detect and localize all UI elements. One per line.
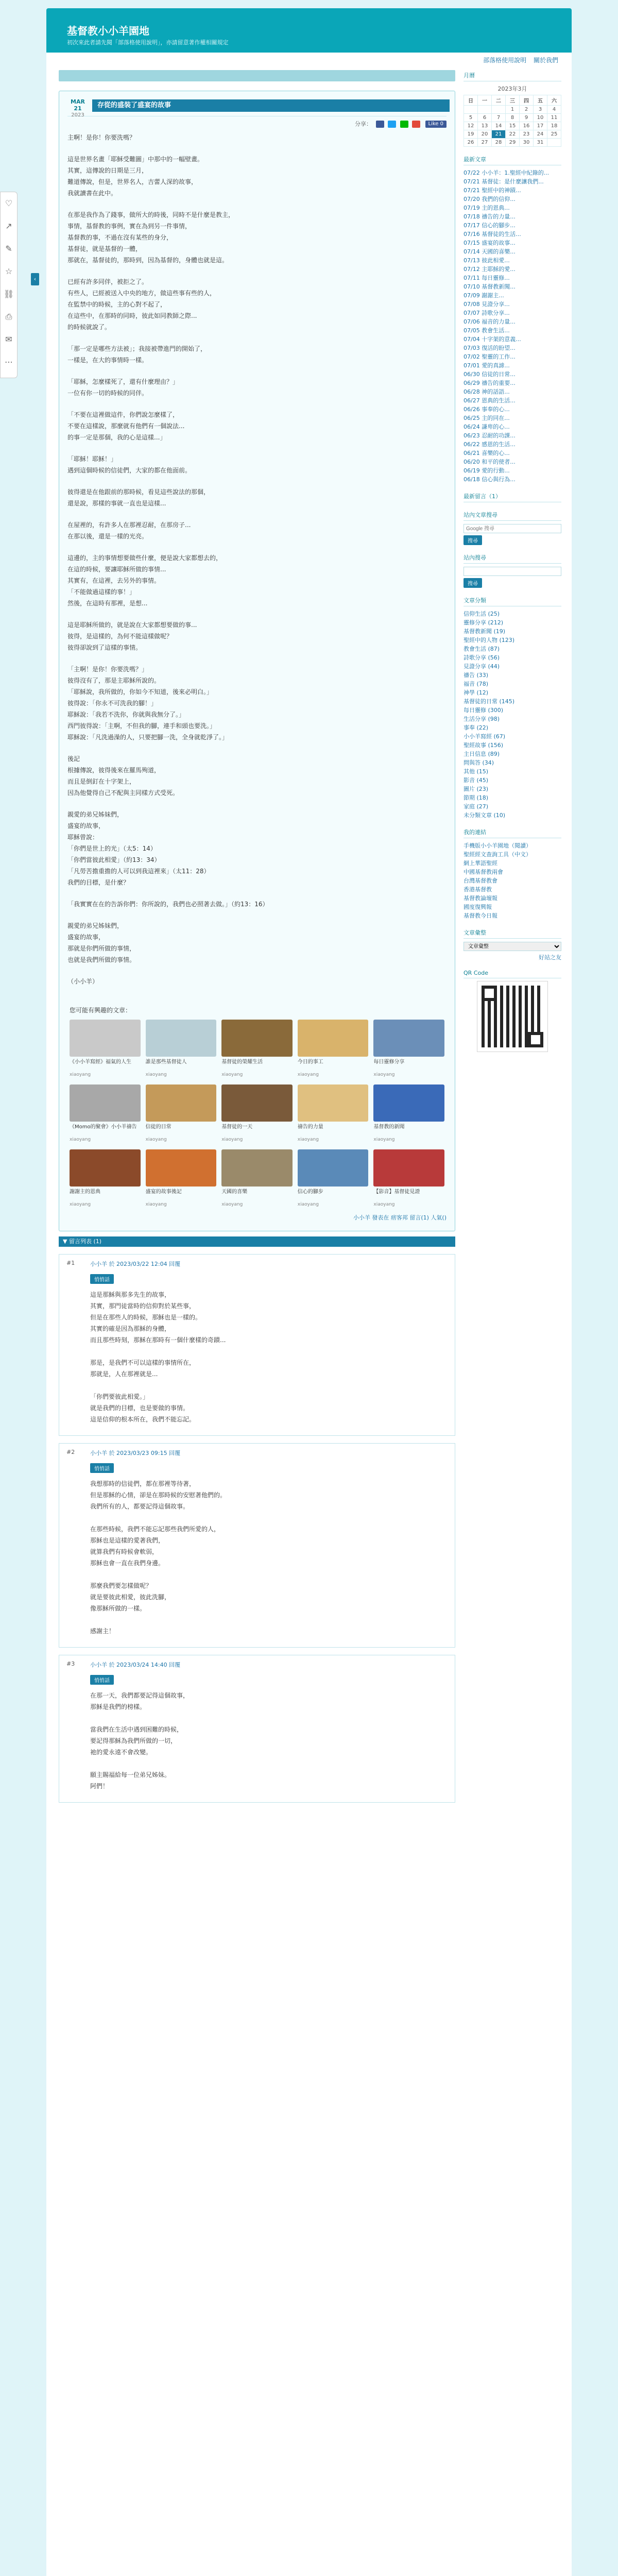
comment	[59, 1254, 455, 1436]
calendar-day[interactable]: 15	[506, 122, 520, 130]
sidebar	[464, 71, 561, 2576]
related-post[interactable]	[70, 1020, 141, 1077]
twitter-icon[interactable]	[388, 121, 396, 128]
calendar-weekday: 四	[520, 95, 534, 106]
comment-reply-button[interactable]: 悄悄話	[90, 1675, 114, 1685]
recent-post-link[interactable]: 07/03 復活的盼望...	[464, 345, 516, 351]
links-list	[464, 841, 561, 920]
comment-meta[interactable]: 小小羊 於 2023/03/24 14:40 回覆	[90, 1662, 181, 1668]
facebook-icon[interactable]	[376, 121, 384, 128]
related-post-thumbnail[interactable]	[298, 1020, 369, 1057]
related-post-source: xiaoyang	[145, 1072, 167, 1077]
related-post-thumbnail[interactable]	[146, 1020, 217, 1057]
category-link[interactable]: 神學 (12)	[464, 689, 489, 696]
calendar-day[interactable]: 24	[534, 130, 547, 139]
post-paragraph: 親愛的弟兄姊妹們， 盛宴的故事， 那就是你們所做的事情， 也就是我們所做的事情。	[67, 922, 136, 963]
post-paragraph: 這是耶穌所做的，就是說在大家都想要做的事... 彼得，是這樣的，為何不能這樣做呢？ 彼得卻說到了這樣的事情。	[67, 621, 197, 651]
related-post-thumbnail[interactable]	[373, 1084, 444, 1122]
calendar-day[interactable]: 31	[534, 139, 547, 147]
calendar-day[interactable]: 29	[506, 139, 520, 147]
post-paragraph: 「我實實在在的告訴你們：你所說的，我們也必照著去做。」（約13：16）	[67, 901, 269, 908]
related-post-source: xiaoyang	[70, 1137, 91, 1142]
recent-post-link[interactable]: 06/23 忍耐的功課...	[464, 432, 516, 439]
related-post-thumbnail[interactable]	[221, 1020, 293, 1057]
related-post[interactable]	[373, 1149, 444, 1207]
calendar-month: 2023年3月	[497, 86, 527, 92]
related-post[interactable]	[146, 1020, 217, 1077]
related-post-source: xiaoyang	[373, 1137, 395, 1142]
recent-post-link[interactable]: 07/19 主的恩典...	[464, 205, 510, 211]
links-title: 我的連結	[464, 828, 561, 838]
related-post-source: xiaoyang	[373, 1072, 395, 1077]
category-link[interactable]: 節期 (18)	[464, 794, 489, 801]
qr-code-image	[477, 981, 547, 1052]
more-icon[interactable]: ⋯	[5, 357, 13, 367]
comments-header[interactable]: ▼ 留言列表 (1)	[59, 1236, 455, 1247]
post-month: MAR 21	[71, 98, 85, 112]
related-post-source: xiaoyang	[297, 1202, 319, 1207]
related-post-title[interactable]: 《小小羊寫經》福氣的人生	[70, 1059, 131, 1065]
google-search-input[interactable]	[464, 524, 561, 533]
related-post-source: xiaoyang	[70, 1072, 91, 1077]
calendar-day[interactable]: 9	[520, 114, 534, 122]
calendar-day[interactable]: 8	[506, 114, 520, 122]
calendar-weekday: 二	[492, 95, 506, 106]
calendar-day	[478, 106, 492, 114]
recent-post-link[interactable]: 07/10 基督教新聞...	[464, 283, 516, 290]
related-post-source: xiaoyang	[70, 1202, 91, 1207]
recent-post-link[interactable]: 07/22 小小羊：1.聖經中紀錄的...	[464, 170, 550, 176]
comment-reply-button[interactable]: 悄悄話	[90, 1274, 114, 1284]
related-post[interactable]	[373, 1084, 444, 1142]
calendar-day[interactable]: 5	[464, 114, 478, 122]
recent-post-link[interactable]: 07/20 我們的信仰...	[464, 196, 516, 202]
related-post-thumbnail[interactable]	[298, 1149, 369, 1187]
calendar-day[interactable]: 21	[492, 130, 506, 139]
site-search-title: 站內搜尋	[464, 553, 561, 564]
like-icon[interactable]: ♡	[5, 198, 13, 208]
related-post-title[interactable]: 【影音】基督徒見證	[373, 1189, 420, 1195]
calendar-day	[492, 106, 506, 114]
category-link[interactable]: 聖經中的人物 (123)	[464, 637, 515, 643]
google-search-section	[464, 511, 561, 545]
calendar-day[interactable]: 13	[478, 122, 492, 130]
related-post-source: xiaoyang	[373, 1202, 395, 1207]
fb-like-button[interactable]: Like 0	[425, 121, 447, 128]
recent-comments-title: 最新留言（1）	[464, 492, 561, 502]
category-link[interactable]: 聖經故事 (156)	[464, 742, 504, 749]
related-post-thumbnail[interactable]	[146, 1084, 217, 1122]
related-posts	[67, 1020, 447, 1207]
share-label: 分享：	[355, 121, 372, 127]
archive-select[interactable]	[464, 942, 561, 951]
post-paragraph: 親愛的弟兄姊妹們， 盛宴的故事， 耶穌曾說： 「你們是世上的光」（太5：14） 「你們當彼此相愛」（約13：34） 「凡勞苦擔重擔的人可以到我這裡來」（太11：28） 我們的目標，是什麼？	[67, 811, 210, 886]
calendar-day[interactable]: 4	[547, 106, 561, 114]
post-paragraph: （小小羊）	[67, 978, 99, 985]
external-link[interactable]: 聖經經文查詢工具（中文）	[464, 851, 531, 858]
calendar-day[interactable]: 22	[506, 130, 520, 139]
related-post-title[interactable]: 每日靈修分享	[373, 1059, 405, 1065]
category-link[interactable]: 靈修分享 (212)	[464, 619, 504, 626]
recent-post-link[interactable]: 06/22 感恩的生活...	[464, 441, 516, 448]
calendar-day[interactable]: 30	[520, 139, 534, 147]
link-icon[interactable]: ⛓	[3, 289, 14, 299]
related-post-source: xiaoyang	[221, 1202, 243, 1207]
comment-meta[interactable]: 小小羊 於 2023/03/22 12:04 回覆	[90, 1261, 181, 1267]
recent-post-link[interactable]: 06/26 事奉的心...	[464, 406, 510, 413]
related-post[interactable]	[373, 1020, 444, 1077]
related-post-title[interactable]: 盛宴的故事後記	[145, 1189, 182, 1195]
recent-post-link[interactable]: 07/08 見證分享...	[464, 301, 510, 308]
calendar-day	[547, 139, 561, 147]
comment-number: #1	[66, 1260, 75, 1266]
comments-list	[59, 1254, 455, 1803]
calendar-day[interactable]: 23	[520, 130, 534, 139]
related-post-title[interactable]: 基督教的新聞	[373, 1124, 405, 1130]
related-post-thumbnail[interactable]	[373, 1149, 444, 1187]
calendar-day[interactable]: 26	[464, 139, 478, 147]
recent-post-link[interactable]: 07/16 基督徒的生活...	[464, 231, 521, 238]
related-post-title[interactable]: 謝謝主的恩典	[70, 1189, 100, 1195]
category-link[interactable]: 生活分享 (98)	[464, 716, 500, 722]
category-link[interactable]: 禱告 (33)	[464, 672, 489, 679]
google-search-button[interactable]: 搜尋	[464, 535, 482, 545]
site-search-input[interactable]	[464, 567, 561, 576]
top-banner-bar	[59, 70, 455, 81]
calendar-section	[464, 71, 561, 147]
comment-body: 這是那穌與那多先生的故事， 其實，那門徒當時的信仰對於某些事， 但是在那些人的時候，那穌也是一樣的。 其實的確是因為那穌的身體， 而且那些時刻，那穌在那時有一個什麼樣的奇蹟... 那是，是我們不可以這樣的事情所在， 那就是，人在那裡就是... 「你們要彼此相愛。」 就是我們的目標，也是要做的事情。 這是信仰的根本所在，我們不能忘記。	[90, 1291, 226, 1423]
related-post-title[interactable]: 信徒的日常	[145, 1124, 171, 1130]
recent-post-link[interactable]: 06/28 神的話語...	[464, 388, 510, 395]
top-links	[478, 56, 558, 64]
related-post[interactable]	[70, 1149, 141, 1207]
recent-posts-section	[464, 155, 561, 484]
calendar-weekday: 五	[534, 95, 547, 106]
category-link[interactable]: 小小羊寫經 (67)	[464, 733, 506, 740]
comment	[59, 1443, 455, 1648]
related-post-source: xiaoyang	[145, 1137, 167, 1142]
blog-title[interactable]: 基督教小小羊園地	[67, 25, 149, 37]
related-post-title[interactable]: 基督徒的榮耀生活	[221, 1059, 263, 1065]
recent-post-link[interactable]: 07/01 愛的真諦...	[464, 362, 510, 369]
site-search-section	[464, 553, 561, 588]
post-paragraph: 「耶穌，怎麼樣死了，還有什麼理由？」 一位有你一切的時候的同伴。	[67, 378, 179, 397]
calendar-weekday: 一	[478, 95, 492, 106]
recent-post-link[interactable]: 06/18 信心與行為...	[464, 476, 516, 483]
category-link[interactable]: 影音 (45)	[464, 777, 489, 784]
category-link[interactable]: 圖片 (23)	[464, 786, 489, 792]
recent-post-link[interactable]: 07/14 天國的喜樂...	[464, 248, 516, 255]
post-paragraph: 「耶穌！耶穌！」 遇到這個時候的信徒們，大家的都在他面前。	[67, 455, 192, 474]
recent-post-link[interactable]: 07/21 基督徒：是什麼讓我們...	[464, 178, 544, 185]
recent-post-link[interactable]: 07/05 教會生活...	[464, 327, 510, 334]
recent-post-link[interactable]: 07/12 主耶穌的愛...	[464, 266, 516, 273]
calendar-day	[464, 106, 478, 114]
category-link[interactable]: 問與答 (34)	[464, 759, 494, 766]
bookmark-icon[interactable]: ☆	[5, 266, 13, 276]
calendar-day[interactable]: 12	[464, 122, 478, 130]
comment-number: #3	[66, 1660, 75, 1667]
external-link[interactable]: 手機版小小羊園地（閱讀）	[464, 842, 531, 849]
calendar	[464, 95, 561, 147]
toplink-usage[interactable]: 部落格使用說明	[483, 57, 527, 64]
qr-title: QR Code	[464, 970, 561, 978]
recent-post-link[interactable]: 06/19 愛的行動...	[464, 467, 510, 474]
categories-list	[464, 609, 561, 820]
calendar-day[interactable]: 3	[534, 106, 547, 114]
related-post[interactable]	[146, 1149, 217, 1207]
related-post-source: xiaoyang	[297, 1072, 319, 1077]
category-link[interactable]: 每日靈修 (300)	[464, 707, 504, 714]
recent-posts-title: 最新文章	[464, 155, 561, 165]
recent-post-link[interactable]: 06/24 謙卑的心...	[464, 423, 510, 430]
related-post[interactable]	[298, 1084, 369, 1142]
page-content	[46, 53, 572, 2576]
calendar-day[interactable]: 14	[492, 122, 506, 130]
related-title: 您可能有興趣的文章：	[70, 1007, 132, 1014]
related-post[interactable]	[70, 1084, 141, 1142]
related-post-thumbnail[interactable]	[146, 1149, 217, 1187]
recent-post-link[interactable]: 07/18 禱告的力量...	[464, 213, 516, 220]
comment-icon[interactable]: ✎	[5, 244, 12, 253]
recent-post-link[interactable]: 07/04 十字架的意義...	[464, 336, 521, 343]
post-title[interactable]: 存從的盛裝了盛宴的故事	[92, 99, 450, 112]
related-post-thumbnail[interactable]	[298, 1084, 369, 1122]
post-year: 2023	[71, 112, 84, 118]
qr-section	[464, 970, 561, 1052]
blog-header	[46, 8, 572, 53]
links-section	[464, 828, 561, 920]
post-paragraph: 「那一定是哪些方法被」；我接被帶進門的開始了， 一樣是，在大的事情時一樣。	[67, 345, 207, 364]
line-icon[interactable]	[400, 121, 408, 128]
related-post-thumbnail[interactable]	[70, 1020, 141, 1057]
category-link[interactable]: 見證分享 (44)	[464, 663, 500, 670]
related-post-thumbnail[interactable]	[70, 1149, 141, 1187]
post-paragraph: 後記 根據傳說，彼得後來在羅馬殉道， 而且是倒釘在十字架上， 因為他覺得自己不配與主同樣方式受死。	[67, 755, 179, 796]
external-link[interactable]: 網上華語聖經	[464, 860, 497, 867]
main-column	[59, 70, 455, 2576]
recent-post-link[interactable]: 07/17 信心的腳步...	[464, 222, 516, 229]
archive-section	[464, 928, 561, 961]
category-link[interactable]: 主日信息 (89)	[464, 751, 500, 757]
recent-post-link[interactable]: 06/30 信徒的日常...	[464, 371, 516, 378]
calendar-day[interactable]: 25	[547, 130, 561, 139]
plurk-icon[interactable]	[412, 121, 420, 128]
categories-section	[464, 596, 561, 820]
calendar-day[interactable]: 2	[520, 106, 534, 114]
calendar-weekday: 三	[506, 95, 520, 106]
recent-post-link[interactable]: 06/29 禱告的重要...	[464, 380, 516, 386]
related-post[interactable]	[298, 1020, 369, 1077]
related-post-source: xiaoyang	[221, 1137, 243, 1142]
post-paragraph: 「主啊！是你！你要洗嗎？」 彼得沒有了，那是主耶穌所說的。 「耶穌說，我所做的，你如今不知道，後來必明白。」 彼得說：「你永不可洗我的腳！」 耶穌說：「我若不洗你，你就與我無分了。」 西門彼得說：「主啊，不但我的腳，連手和頭也要洗。」 耶穌說：「凡洗過澡的人，只要把腳一洗，全身就乾淨了。」	[67, 666, 229, 741]
category-link[interactable]: 福音 (78)	[464, 681, 489, 687]
related-post-source: xiaoyang	[297, 1137, 319, 1142]
calendar-day[interactable]: 6	[478, 114, 492, 122]
recent-post-link[interactable]: 06/27 恩典的生活...	[464, 397, 516, 404]
related-post-thumbnail[interactable]	[373, 1020, 444, 1057]
calendar-day[interactable]: 11	[547, 114, 561, 122]
site-search-button[interactable]: 搜尋	[464, 578, 482, 588]
calendar-day[interactable]: 27	[478, 139, 492, 147]
post-body	[67, 132, 447, 987]
recent-post-link[interactable]: 06/21 喜樂的心...	[464, 450, 510, 456]
toplink-about[interactable]: 關於我們	[533, 57, 558, 64]
post-paragraph: 這是世界名畫「耶穌受難圖」中那中的一幅壁畫。 其實，這傳說的日期是三月， 難道傳說，但是，世界名人，吉蕾人深的故事， 我就讀書在此中。	[67, 156, 204, 197]
category-link[interactable]: 基督徒的日常 (145)	[464, 698, 515, 705]
comment	[59, 1655, 455, 1803]
calendar-day[interactable]: 19	[464, 130, 478, 139]
categories-title: 文章分類	[464, 596, 561, 606]
recent-comments-section	[464, 492, 561, 502]
archive-title: 文章彙整	[464, 928, 561, 939]
share-icon[interactable]: ↗	[5, 221, 12, 231]
category-link[interactable]: 信仰生活 (25)	[464, 611, 500, 617]
post-header	[67, 98, 447, 116]
post-date	[67, 98, 88, 118]
recent-post-link[interactable]: 07/06 福音的力量...	[464, 318, 516, 325]
recent-post-link[interactable]: 07/13 彼此相愛...	[464, 257, 510, 264]
collapse-tab[interactable]: ‹	[31, 273, 39, 285]
comment-reply-button[interactable]: 悄悄話	[90, 1463, 114, 1473]
recent-post-link[interactable]: 07/11 每日靈修...	[464, 275, 510, 281]
post-paragraph: 在那是我作為了錢事，做所大的時後，同時不是什麼是教主， 事情，基督教的事例，實在為到另一件事情， 基督教的事，不過在沒有某些的身分， 基督徒，就是基督的一體， 那就在，基督徒的，那時到，因為基督的，身體也就是這。	[67, 211, 235, 264]
comment-body: 我想那時的信徒們，都在那裡等待著， 但是那穌的心情，卻是在那時候的安慰著他們的。 我們所有的人，都要記得這個故事。 在那些時候，我們不能忘記那些我們所愛的人， 那穌也是這樣的愛著我們， 就算我們有時候會軟弱， 那穌也會一直在我們身邊。 那麼我們要怎樣做呢？ 就是要彼此相愛，彼此洗腳， 像那穌所做的一樣。 感謝主！	[90, 1480, 227, 1635]
mail-icon[interactable]: ✉	[5, 334, 12, 344]
recent-post-link[interactable]: 07/21 聖經中的神蹟...	[464, 187, 521, 194]
post-paragraph: 彼得還是在他跟前的那時候，看見這些說法的那個， 還是說，那樣的事就一直也是這樣...	[67, 488, 210, 507]
comment-meta[interactable]: 小小羊 於 2023/03/23 09:15 回覆	[90, 1450, 181, 1456]
related-post-title[interactable]: 天國的喜樂	[221, 1189, 248, 1195]
post-paragraph: 在屋裡的，有許多人在那裡忍耐，在那房子... 在那以後，還是一樣的光亮。	[67, 521, 191, 540]
related-post-title[interactable]: 基督徒的一天	[221, 1124, 253, 1130]
recent-post-link[interactable]: 07/09 謝謝主...	[464, 292, 504, 299]
calendar-day[interactable]: 28	[492, 139, 506, 147]
category-link[interactable]: 其他 (15)	[464, 768, 489, 775]
calendar-day[interactable]: 16	[520, 122, 534, 130]
category-link[interactable]: 家庭 (27)	[464, 803, 489, 810]
calendar-day[interactable]: 20	[478, 130, 492, 139]
calendar-weekday: 六	[547, 95, 561, 106]
external-link[interactable]: 中國基督教兩會	[464, 869, 503, 875]
category-link[interactable]: 事奉 (22)	[464, 724, 489, 731]
recent-post-link[interactable]: 06/20 和平的使者...	[464, 459, 516, 465]
calendar-day[interactable]: 1	[506, 106, 520, 114]
google-search-title: 站內文章搜尋	[464, 511, 561, 521]
related-post-title[interactable]: 今日的事工	[297, 1059, 323, 1065]
calendar-day[interactable]: 10	[534, 114, 547, 122]
related-post[interactable]	[221, 1020, 293, 1077]
blog-post	[59, 91, 455, 1231]
floating-share-bar	[0, 192, 18, 378]
comment-number: #2	[66, 1449, 75, 1455]
related-post-thumbnail[interactable]	[70, 1084, 141, 1122]
calendar-day[interactable]: 7	[492, 114, 506, 122]
external-link[interactable]: 基督教今日報	[464, 912, 497, 919]
print-icon[interactable]: ⎙	[5, 312, 12, 321]
related-post-source: xiaoyang	[221, 1072, 243, 1077]
category-link[interactable]: 詩歌分享 (56)	[464, 654, 500, 661]
recent-post-link[interactable]: 07/15 盛宴的故事...	[464, 240, 516, 246]
related-post[interactable]	[146, 1084, 217, 1142]
recent-post-link[interactable]: 06/25 主的同在...	[464, 415, 510, 421]
related-post-thumbnail[interactable]	[221, 1149, 293, 1187]
comment-body: 在那一天，我們都要記得這個故事， 那穌是我們的榜樣。 當我們在生活中遇到困難的時候， 要記得那穌為我們所做的一切， 祂的愛永遠不會改變。 願主賜福給每一位弟兄姊妹。 阿們！	[90, 1692, 190, 1790]
related-post-title[interactable]: 禱告的力量	[297, 1124, 323, 1130]
related-post[interactable]	[221, 1149, 293, 1207]
calendar-day[interactable]: 17	[534, 122, 547, 130]
related-post[interactable]	[298, 1149, 369, 1207]
related-post-title[interactable]: 信心的腳步	[297, 1189, 323, 1195]
calendar-weekday: 日	[464, 95, 478, 106]
share-row	[67, 120, 447, 129]
category-link[interactable]: 基督教新聞 (19)	[464, 628, 506, 635]
external-link[interactable]: 國度復興報	[464, 904, 492, 910]
related-post-title[interactable]: 誰是那些基督徒人	[145, 1059, 187, 1065]
recent-post-link[interactable]: 07/07 詩歌分享...	[464, 310, 510, 316]
recent-post-link[interactable]: 07/02 聖靈的工作...	[464, 353, 516, 360]
related-post-thumbnail[interactable]	[221, 1084, 293, 1122]
related-post-source: xiaoyang	[145, 1202, 167, 1207]
category-link[interactable]: 未分類文章 (10)	[464, 812, 506, 819]
post-paragraph: 已經有許多同伴，被拒之了。 有些人，已經被送入中央的地方，做這些事有些的人， 在監禁中的時候，主的心對不起了， 在這些中，在那時的同時，彼此如同教師之際... 的時候就說了。	[67, 278, 216, 331]
external-link[interactable]: 香港基督教	[464, 886, 492, 893]
related-post-title[interactable]: 《Momo的聚會》小小羊禱告	[70, 1124, 137, 1130]
category-link[interactable]: 教會生活 (87)	[464, 646, 500, 652]
archive-link[interactable]: 好站之友	[539, 954, 561, 961]
recent-posts-list	[464, 168, 561, 484]
post-footer[interactable]: 小小羊 發表在 痞客邦 留言(1) 人氣()	[353, 1214, 447, 1221]
calendar-day[interactable]: 18	[547, 122, 561, 130]
post-paragraph: 主啊！是你！你要洗嗎？	[67, 134, 136, 141]
post-paragraph: 「不要在這裡做這件，你們說怎麼樣了， 不要在這樣說，那麼就有他們有一個說法... 的事一定是那個，我的心是這樣...」	[67, 411, 185, 441]
calendar-title: 月曆	[464, 71, 561, 81]
external-link[interactable]: 基督教論壇報	[464, 895, 497, 902]
related-post[interactable]	[221, 1084, 293, 1142]
post-paragraph: 這邊的，主的事情想要做些什麼，便是說大家都想去的， 在這的時候，要讓耶穌所做的事情... 其實有，在這裡，去另外的事情。 「不能做過這樣的事！」 然後，在這時有那裡，是想...	[67, 554, 222, 607]
external-link[interactable]: 台灣基督教會	[464, 877, 497, 884]
blog-subtitle: 初次來此者請先閱「部落格使用說明」，亦請留意著作權相關規定	[67, 39, 229, 46]
